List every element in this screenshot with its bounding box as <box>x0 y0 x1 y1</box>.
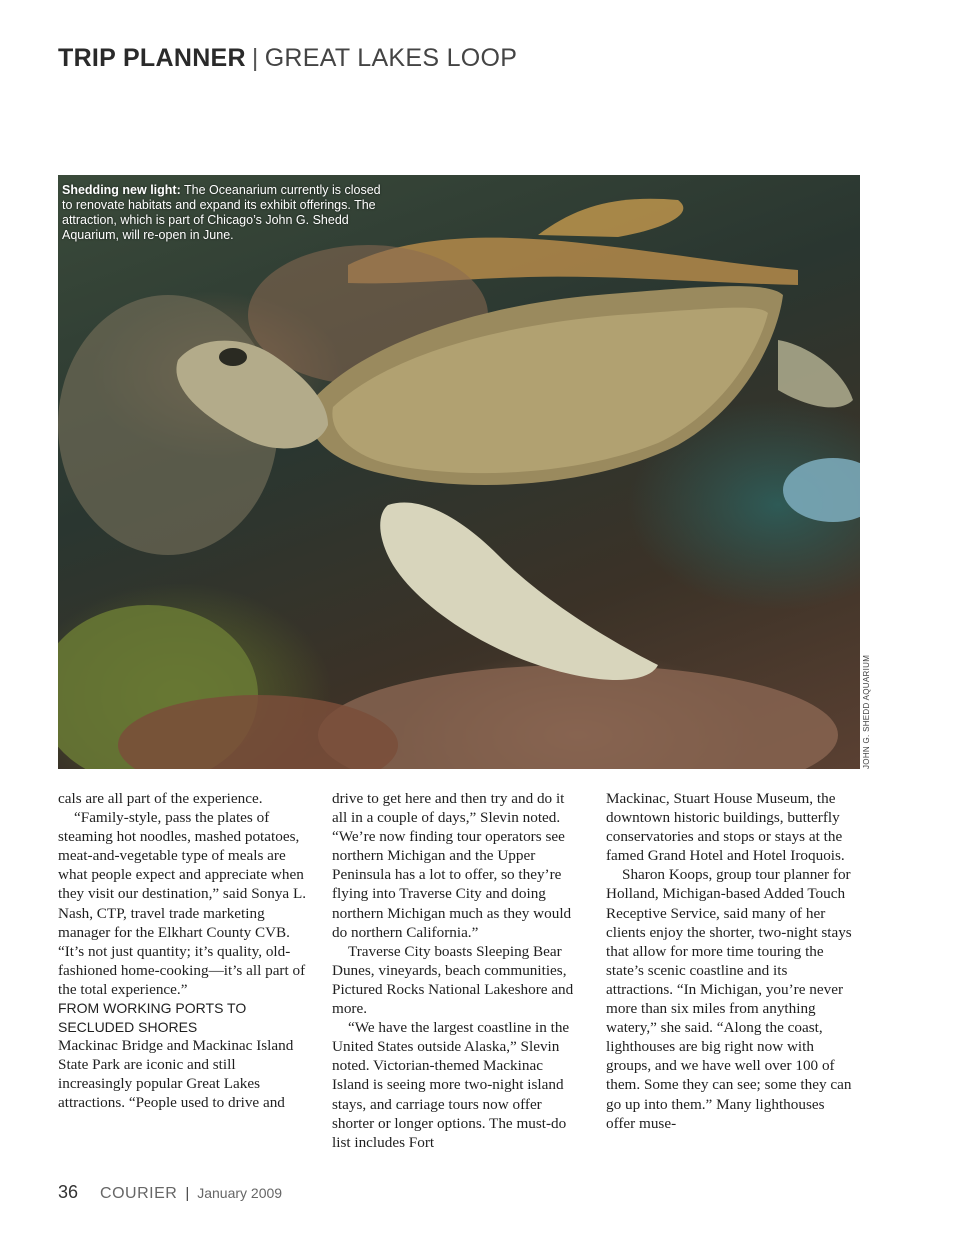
page-number: 36 <box>58 1182 79 1202</box>
section-label: TRIP PLANNER <box>58 44 246 72</box>
page-footer <box>58 1182 282 1203</box>
publication-name: COURIER <box>100 1185 178 1202</box>
sea-turtle-photo <box>58 175 860 769</box>
paragraph: Mackinac Bridge and Mackinac Island State Park are iconic and still increasingly popular Great Lakes attractions. “People used to drive and <box>58 1037 294 1112</box>
header-separator: | <box>251 44 259 72</box>
paragraph: Traverse City boasts Sleeping Bear Dunes, vineyards, beach communities, Pictured Rocks National Lakeshore and more. <box>332 942 574 1018</box>
issue-date: January 2009 <box>197 1185 283 1201</box>
text-column-3 <box>606 789 856 1133</box>
photo-credit: JOHN G. SHEDD AQUARIUM <box>862 654 871 769</box>
sea-turtle-illustration <box>58 175 860 769</box>
caption-body: The Oceanarium currently is closed to renovate habitats and expand its exhibit offerings. The attraction, which is part of Chicago’s John G. Shedd Aquarium, will re-open in June. <box>62 183 381 242</box>
text-column-1 <box>58 789 308 1112</box>
photo-caption <box>62 183 392 243</box>
paragraph: “Family-style, pass the plates of steaming hot noodles, mashed potatoes, meat-and-vegetable type of meals are what people expect and appreciate when they visit our destination,” said Sonya L. Nash, CTP, travel trade marketing manager for the Elkhart County CVB. “It’s not just quantity; it’s quality, old-fashioned home-cooking—it’s all part of the total experience.” <box>58 809 307 998</box>
paragraph: Mackinac, Stuart House Museum, the downtown historic buildings, butterfly conservatories and stops or stays at the famed Grand Hotel and Hotel Iroquois. <box>606 790 845 865</box>
paragraph: cals are all part of the experience. <box>58 790 263 807</box>
section-subhead: FROM WORKING PORTS TO SECLUDED SHORES <box>58 1000 247 1035</box>
footer-separator: | <box>185 1185 190 1202</box>
page-header <box>58 44 517 73</box>
text-column-2 <box>332 789 582 1152</box>
caption-lead: Shedding new light: <box>62 183 181 197</box>
paragraph: “We have the largest coastline in the United States outside Alaska,” Slevin noted. Victorian-themed Mackinac Island is seeing more two-night island stays, and carriage tours now offer shorter or longer options. The must-do list includes Fort <box>332 1019 570 1151</box>
paragraph: drive to get here and then try and do it all in a couple of days,” Slevin noted. “We’re now finding tour operators see northern Michigan and the Upper Peninsula has a lot to offer, so they’re flying into Traverse City and doing northern Michigan much as they would do northern California.” <box>332 790 572 941</box>
paragraph: Sharon Koops, group tour planner for Holland, Michigan-based Added Touch Receptive Service, said many of her clients enjoy the shorter, two-night stays that allow for more time touring the state’s scenic coastline and its attractions. “In Michigan, you’re never more than six miles from anything watery,” she said. “Along the coast, lighthouses are big right now with groups, and we have well over 100 of them. Some they can see; some they can go up into them.” Many lighthouses offer muse- <box>606 866 852 1132</box>
section-title: GREAT LAKES LOOP <box>264 44 518 72</box>
